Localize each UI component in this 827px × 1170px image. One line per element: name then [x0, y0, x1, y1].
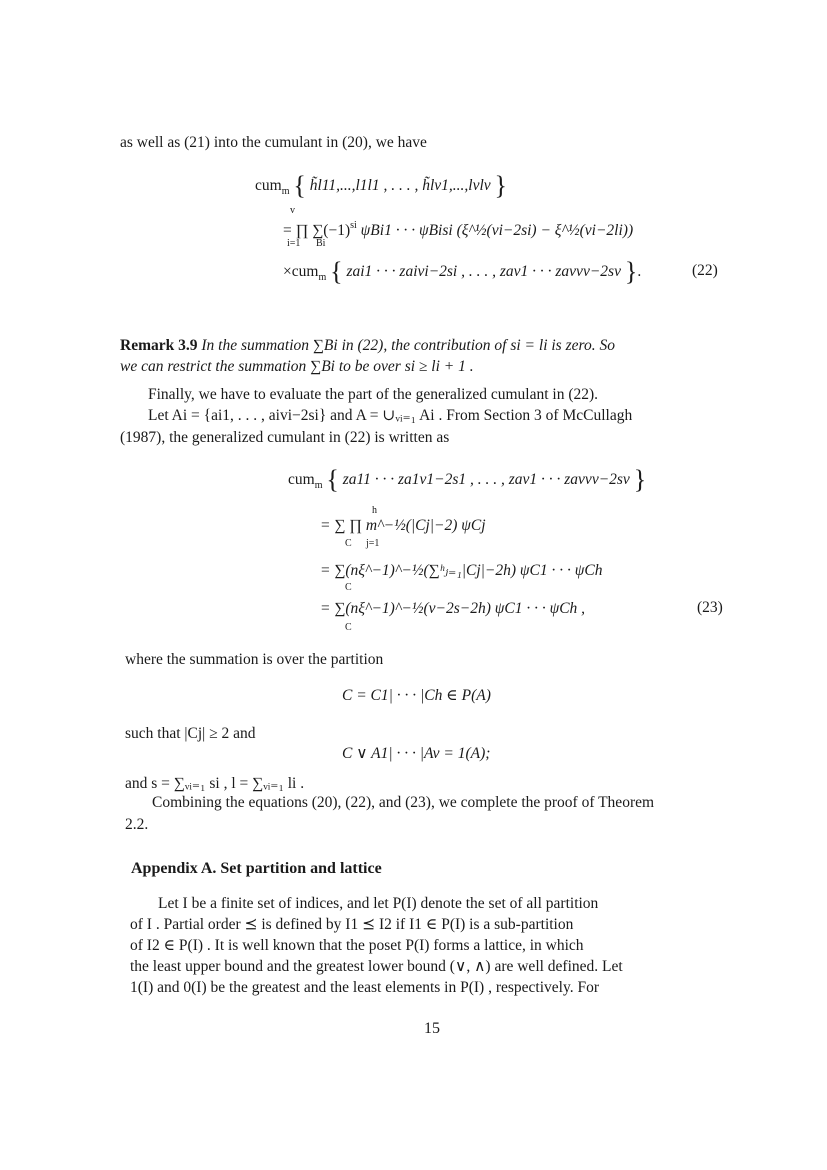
- appendix-line-3: of I2 ∈ P(I) . It is well known that the poset P(I) forms a lattice, in which: [130, 937, 584, 954]
- combining-line2: 2.2.: [125, 816, 149, 833]
- eq23-cum: cum: [288, 471, 315, 488]
- intro-line: as well as (21) into the cumulant in (20), we have: [120, 134, 427, 151]
- partition-equation: C = C1| · · · |Ch ∈ P(A): [342, 687, 491, 704]
- eq23-cum-sub: m: [314, 480, 323, 491]
- eq23-number: (23): [697, 599, 723, 616]
- eq23-line4-under: C: [345, 622, 352, 633]
- appendix-title: Appendix A. Set partition and lattice: [131, 860, 382, 877]
- eq23-sum-under: C: [345, 538, 352, 549]
- para-let-line2: (1987), the generalized cumulant in (22) is written as: [120, 429, 450, 446]
- para-let-line1: Let Ai = {ai1, . . . , aivi−2si} and A = ∪ᵥᵢ₌₁ Ai . From Section 3 of McCullagh: [148, 407, 633, 424]
- such-that-line: such that |Cj| ≥ 2 and: [125, 725, 256, 742]
- eq22-cum: cum: [255, 177, 282, 194]
- eq22-line3-sub: m: [318, 272, 327, 283]
- eq22-sum-under: Bi: [316, 238, 326, 249]
- eq22-prod-under: i=1: [287, 238, 301, 249]
- remark-title: Remark 3.9: [120, 337, 198, 354]
- eq22-line1: [255, 171, 508, 202]
- eq22-line2-sup: si: [350, 220, 357, 231]
- eq22-cum-sub: m: [281, 186, 290, 197]
- eq22-line3-cum: ×cum: [283, 263, 319, 280]
- remark-line1-text: In the summation ∑Bi in (22), the contribution of si = li is zero. So: [201, 337, 615, 354]
- right-brace: }: [633, 465, 647, 494]
- right-brace: }: [494, 171, 508, 200]
- eq22-line2-prefix: = ∏ ∑(−1): [283, 222, 351, 239]
- left-brace: {: [293, 171, 306, 200]
- remark-line2: we can restrict the summation ∑Bi to be over si ≥ li + 1 .: [120, 358, 474, 375]
- remark-line1: [120, 336, 615, 356]
- and-line: and s = ∑ᵥᵢ₌₁ si , l = ∑ᵥᵢ₌₁ li .: [125, 775, 305, 792]
- appendix-line-4: the least upper bound and the greatest lower bound (∨, ∧) are well defined. Let: [130, 958, 623, 975]
- eq22-line2-paren: (ξ^½(vi−2si) − ξ^½(vi−2li)): [456, 222, 634, 239]
- eq22-line2: [283, 216, 633, 241]
- eq23-prod-over: h: [372, 505, 377, 516]
- eq22-number: (22): [692, 262, 718, 279]
- eq23-line3: = ∑(nξ^−1)^−½(∑ʰⱼ₌₁|Cj|−2h) ψC1 · · · ψCh: [320, 562, 603, 579]
- page-number: 15: [424, 1020, 440, 1037]
- appendix-line-5: 1(I) and 0(I) be the greatest and the least elements in P(I) , respectively. For: [130, 979, 599, 996]
- eq22-prod-over: v: [290, 205, 295, 216]
- where-line: where the summation is over the partition: [125, 651, 384, 668]
- appendix-line-2: of I . Partial order ⪯ is defined by I1 ⪯ I2 if I1 ∈ P(I) is a sub-partition: [130, 916, 574, 933]
- eq22-line3: ×cum$_m$ { zai1 · · · zaivi−2si , . . . , zav1 · · · zavvv−2sv }.: [283, 257, 642, 286]
- para-finally: Finally, we have to evaluate the part of the generalized cumulant in (22).: [148, 386, 599, 403]
- join-equation: C ∨ A1| · · · |Av = 1(A);: [342, 745, 491, 762]
- eq22-line2-mid: ψBi1 · · · ψBisi: [360, 222, 453, 239]
- eq23-line2: = ∑ ∏ m^−½(|Cj|−2) ψCj: [320, 517, 486, 534]
- appendix-line-1: Let I be a finite set of indices, and let P(I) denote the set of all partition: [158, 895, 599, 912]
- left-brace: {: [330, 257, 343, 286]
- eq23-prod-under: j=1: [366, 538, 380, 549]
- eq23-line4: = ∑(nξ^−1)^−½(v−2s−2h) ψC1 · · · ψCh ,: [320, 600, 586, 617]
- eq23-line3-under: C: [345, 582, 352, 593]
- left-brace: {: [326, 465, 339, 494]
- eq23-line1-args: za11 · · · za1v1−2s1 , . . . , zav1 · · · zavvv−2sv: [342, 471, 630, 488]
- eq22-line1-args: h̃l11,...,l1l1 , . . . , h̃lv1,...,lvlv: [309, 177, 491, 194]
- eq23-line1: [288, 465, 647, 496]
- eq22-line3-args: zai1 · · · zaivi−2si , . . . , zav1 · · · zavvv−2sv: [346, 263, 621, 280]
- combining-line1: Combining the equations (20), (22), and (23), we complete the proof of Theorem: [152, 794, 655, 811]
- right-brace: }: [624, 257, 638, 286]
